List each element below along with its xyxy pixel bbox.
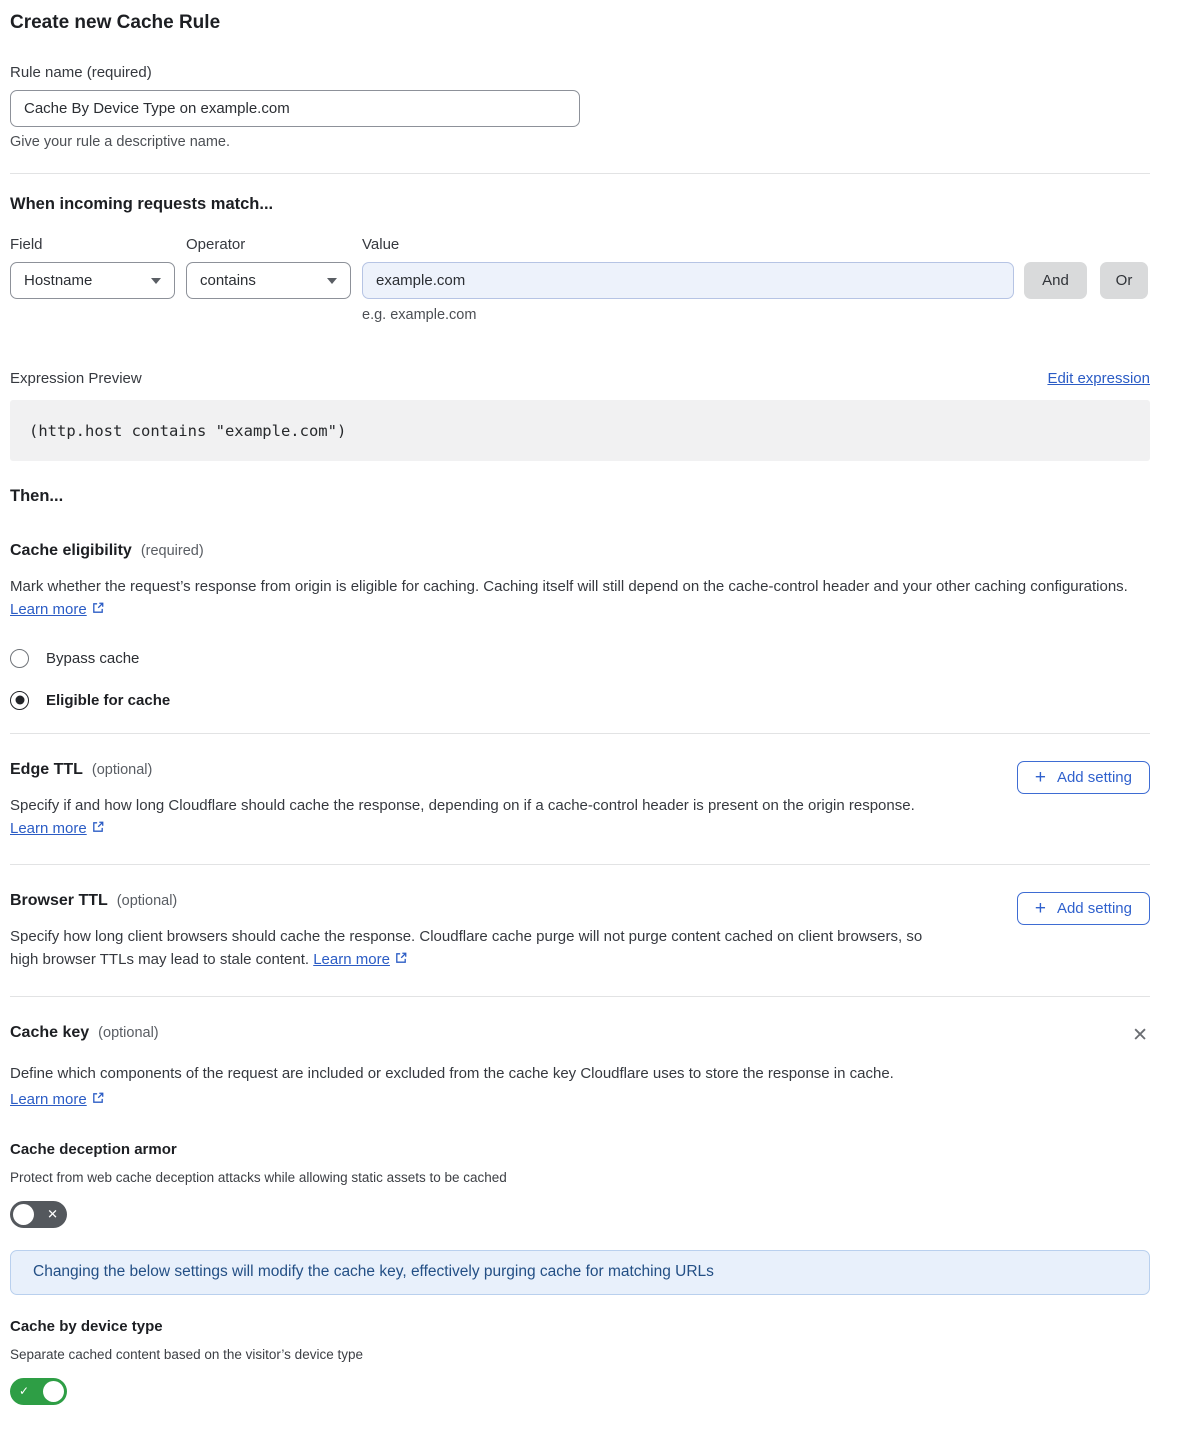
divider: [10, 996, 1150, 997]
operator-label: Operator: [186, 236, 246, 253]
field-select[interactable]: [10, 262, 175, 299]
page-title: Create new Cache Rule: [10, 12, 221, 33]
edge-ttl-title: Edge TTL: [10, 760, 83, 778]
cache-key-title: Cache key: [10, 1023, 90, 1041]
banner-text: Changing the below settings will modify the cache key, effectively purging cache for matching URLs: [33, 1263, 714, 1281]
cache-key-section-header: [10, 1024, 1150, 1047]
plus-icon: +: [1034, 898, 1046, 919]
cache-eligibility-heading: [10, 542, 1150, 560]
bypass-cache-option[interactable]: [10, 649, 1150, 668]
learn-more-link[interactable]: Learn more: [10, 601, 87, 619]
cache-deception-armor-description: Protect from web cache deception attacks while allowing static assets to be cached: [10, 1169, 507, 1185]
edge-ttl-heading: [10, 761, 930, 779]
plus-icon: +: [1034, 766, 1046, 788]
rule-name-help: Give your rule a descriptive name.: [10, 134, 231, 150]
operator-select-value: contains: [200, 272, 256, 289]
toggle-on-check-icon: ✓: [19, 1384, 30, 1399]
learn-more-link[interactable]: Learn more: [10, 1090, 87, 1108]
or-button[interactable]: Or: [1100, 262, 1148, 299]
divider: [10, 733, 1150, 734]
toggle-off-x-icon: ✕: [47, 1206, 58, 1222]
rule-name-input[interactable]: [10, 90, 580, 127]
learn-more-link[interactable]: Learn more: [10, 819, 87, 837]
learn-more-link[interactable]: Learn more: [313, 951, 390, 969]
field-select-value: Hostname: [24, 272, 93, 289]
cache-key-description: Define which components of the request are included or excluded from the cache key Cloudflare uses to store the response in cache.: [10, 1064, 894, 1082]
toggle-knob: [13, 1204, 34, 1225]
browser-ttl-title: Browser TTL: [10, 892, 108, 909]
edge-ttl-section: [10, 761, 1150, 842]
match-column-labels: [10, 236, 1150, 253]
radio-selected-icon[interactable]: [10, 691, 29, 710]
cache-key-learn-more: [10, 1091, 105, 1110]
cache-deception-armor-toggle[interactable]: [10, 1201, 67, 1228]
required-badge: (required): [140, 543, 204, 559]
rule-name-label: Rule name (required): [10, 64, 152, 81]
edit-expression-link[interactable]: Edit expression: [1047, 370, 1150, 387]
match-condition-row: [10, 262, 1150, 299]
browser-ttl-section: [10, 892, 1150, 973]
and-button[interactable]: And: [1024, 262, 1087, 299]
browser-ttl-heading: [10, 892, 930, 910]
divider: [10, 864, 1150, 865]
browser-ttl-description: Specify how long client browsers should cache the response. Cloudflare cache purge will not purge content cached on client browsers, so high browser TTLs may lead to stale content. Learn more: [10, 925, 930, 973]
eligible-for-cache-option[interactable]: [10, 691, 1150, 710]
edge-ttl-description: Specify if and how long Cloudflare should cache the response, depending on if a cache-control header is present on the origin response. Learn more: [10, 794, 930, 842]
toggle-knob: [43, 1381, 64, 1402]
bypass-cache-label: Bypass cache: [46, 649, 140, 667]
value-help-text: e.g. example.com: [362, 307, 477, 323]
external-link-icon: [91, 599, 105, 622]
cache-eligibility-title: Cache eligibility: [10, 542, 132, 559]
eligible-for-cache-label: Eligible for cache: [46, 691, 171, 709]
external-link-icon: [91, 1091, 105, 1110]
operator-select[interactable]: [186, 262, 351, 299]
chevron-down-icon: [327, 278, 337, 284]
optional-badge: (optional): [98, 1024, 159, 1041]
cache-by-device-type-title: Cache by device type: [10, 1317, 163, 1335]
cache-eligibility-description: Mark whether the request’s response from origin is eligible for caching. Caching itself will still depend on the cache-control header and your other caching configurations. Learn more: [10, 575, 1150, 623]
divider: [10, 173, 1150, 174]
cache-key-warning-banner: [10, 1250, 1150, 1295]
external-link-icon: [394, 949, 408, 972]
optional-badge: (optional): [91, 761, 153, 778]
cache-key-heading: [10, 1024, 159, 1042]
value-label: Value: [362, 236, 400, 253]
expression-preview-header: [10, 370, 1150, 387]
optional-badge: (optional): [116, 893, 178, 909]
field-label: Field: [10, 236, 43, 253]
value-input[interactable]: [362, 262, 1014, 299]
radio-unselected-icon[interactable]: [10, 649, 29, 668]
then-heading: Then...: [10, 487, 64, 505]
expression-code-block: [10, 400, 1150, 461]
external-link-icon: [91, 818, 105, 841]
edge-ttl-add-setting-button[interactable]: + Add setting: [1017, 761, 1150, 794]
cache-by-device-type-description: Separate cached content based on the visitor’s device type: [10, 1346, 363, 1362]
match-section-heading: When incoming requests match...: [10, 195, 274, 213]
expression-code: (http.host contains "example.com"): [29, 421, 347, 440]
cache-deception-armor-title: Cache deception armor: [10, 1140, 177, 1158]
expression-preview-label: Expression Preview: [10, 370, 142, 387]
cache-by-device-type-toggle[interactable]: [10, 1378, 67, 1405]
close-icon[interactable]: ✕: [1132, 1024, 1148, 1046]
chevron-down-icon: [151, 278, 161, 284]
browser-ttl-add-setting-button[interactable]: + Add setting: [1017, 892, 1150, 925]
